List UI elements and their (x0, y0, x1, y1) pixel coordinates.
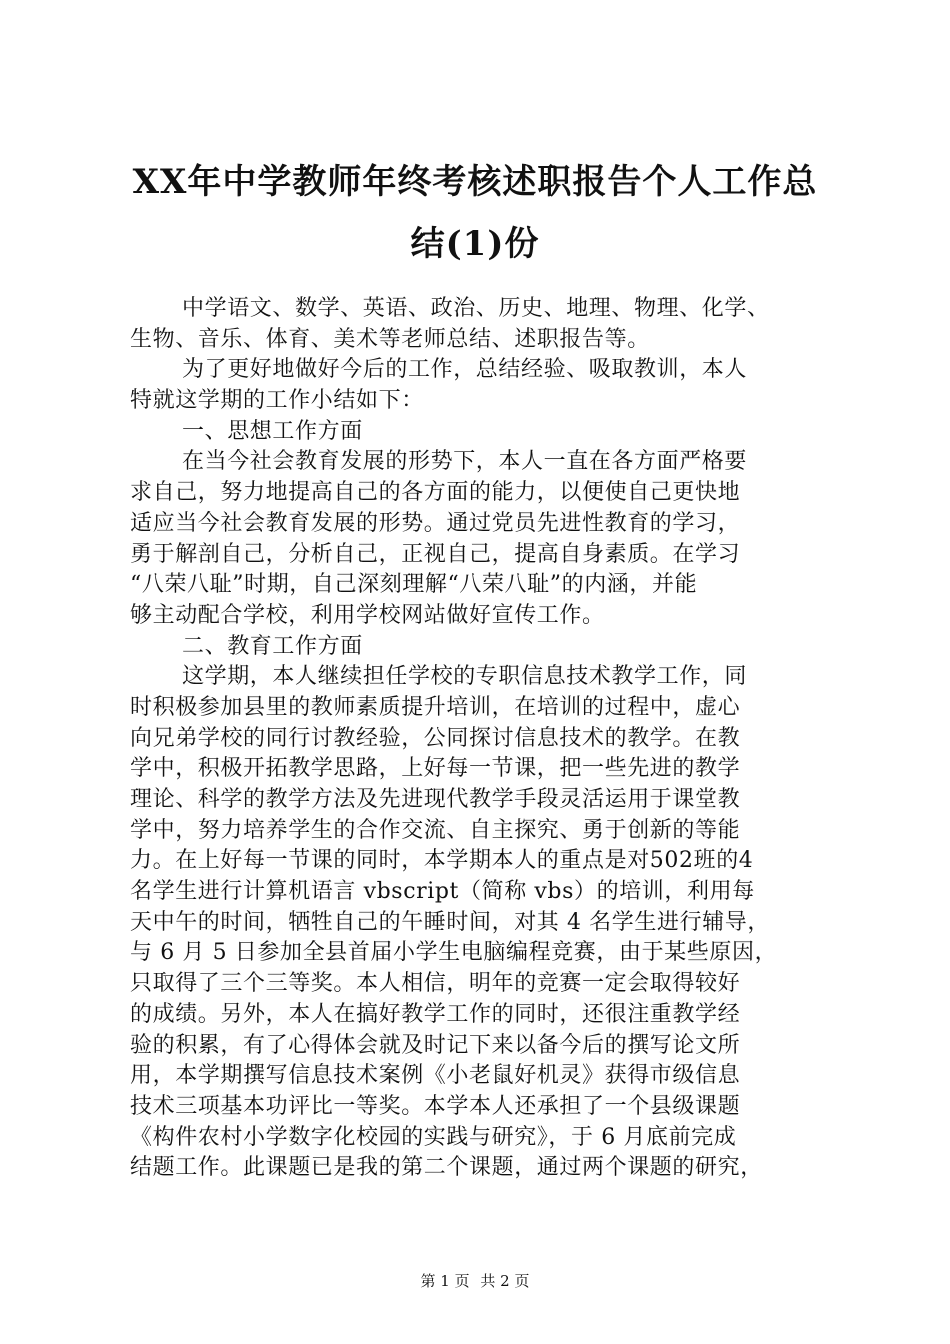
paragraph-line: 用，本学期撰写信息技术案例《小老鼠好机灵》获得市级信息 (130, 1063, 741, 1089)
paragraph-line: 学中，努力培养学生的合作交流、自主探究、勇于创新的等能 (130, 817, 741, 843)
paragraph-line: 验的积累，有了心得体会就及时记下来以备今后的撰写论文所 (130, 1032, 741, 1058)
paragraph-line: 中学语文、数学、英语、政治、历史、地理、物理、化学、 (182, 296, 770, 321)
paragraph-line: 理论、科学的教学方法及先进现代教学手段灵活运用于课堂教 (130, 787, 741, 812)
paragraph-line: 勇于解剖自己，分析自己，正视自己，提高自身素质。在学习 (130, 541, 741, 567)
paragraph-line: 为了更好地做好今后的工作，总结经验、吸取教训，本人 (182, 357, 748, 383)
document-title-line-2: 结(1)份 (410, 224, 540, 264)
paragraph-line: 够主动配合学校，利用学校网站做好宣传工作。 (130, 602, 605, 628)
page-number-total: 共 2 页 (480, 1272, 530, 1290)
paragraph-line: 这学期，本人继续担任学校的专职信息技术教学工作，同 (182, 664, 748, 690)
paragraph-line: 适应当今社会教育发展的形势。通过党员先进性教育的学习， (130, 510, 741, 536)
paragraph-line: 结题工作。此课题已是我的第二个课题，通过两个课题的研究， (130, 1155, 763, 1181)
paragraph-line: 特就这学期的工作小结如下： (130, 388, 424, 414)
paragraph-line: 时积极参加县里的教师素质提升培训，在培训的过程中，虚心 (130, 694, 741, 720)
paragraph-line: 在当今社会教育发展的形势下，本人一直在各方面严格要 (182, 449, 748, 475)
section-heading: 二、教育工作方面 (182, 633, 363, 659)
paragraph-line: 生物、音乐、体育、美术等老师总结、述职报告等。 (130, 326, 650, 352)
page-footer (0, 1274, 950, 1289)
paragraph-line: 只取得了三个三等奖。本人相信，明年的竞赛一定会取得较好 (130, 971, 741, 997)
paragraph-line: 向兄弟学校的同行讨教经验，公同探讨信息技术的教学。在教 (130, 725, 741, 751)
paragraph-line: “八荣八耻”时期，自己深刻理解“八荣八耻”的内涵，并能 (130, 572, 698, 598)
section-heading: 一、思想工作方面 (182, 418, 363, 444)
paragraph-line: 名学生进行计算机语言 vbscript（简称 vbs）的培训，利用每 (130, 879, 755, 905)
paragraph-line: 力。在上好每一节课的同时，本学期本人的重点是对502班的4 (130, 848, 754, 874)
paragraph-line: 求自己，努力地提高自己的各方面的能力，以便使自己更快地 (130, 480, 741, 506)
document-title-line-1: XX年中学教师年终考核述职报告个人工作总 (132, 162, 818, 202)
paragraph-line: 技术三项基本功评比一等奖。本学本人还承担了一个县级课题 (130, 1093, 741, 1119)
document-body (130, 294, 842, 1184)
paragraph-line: 与 6 月 5 日参加全县首届小学生电脑编程竞赛，由于某些原因， (130, 940, 778, 966)
paragraph-line: 学中，积极开拓教学思路，上好每一节课，把一些先进的教学 (130, 756, 741, 782)
paragraph-line: 天中午的时间，牺牲自己的午睡时间，对其 4 名学生进行辅导， (130, 909, 770, 935)
paragraph-line: 《构件农村小学数字化校园的实践与研究》，于 6 月底前完成 (130, 1124, 737, 1150)
paragraph-line: 的成绩。另外，本人在搞好教学工作的同时，还很注重教学经 (130, 1001, 741, 1027)
page-number-current: 第 1 页 (420, 1272, 470, 1290)
